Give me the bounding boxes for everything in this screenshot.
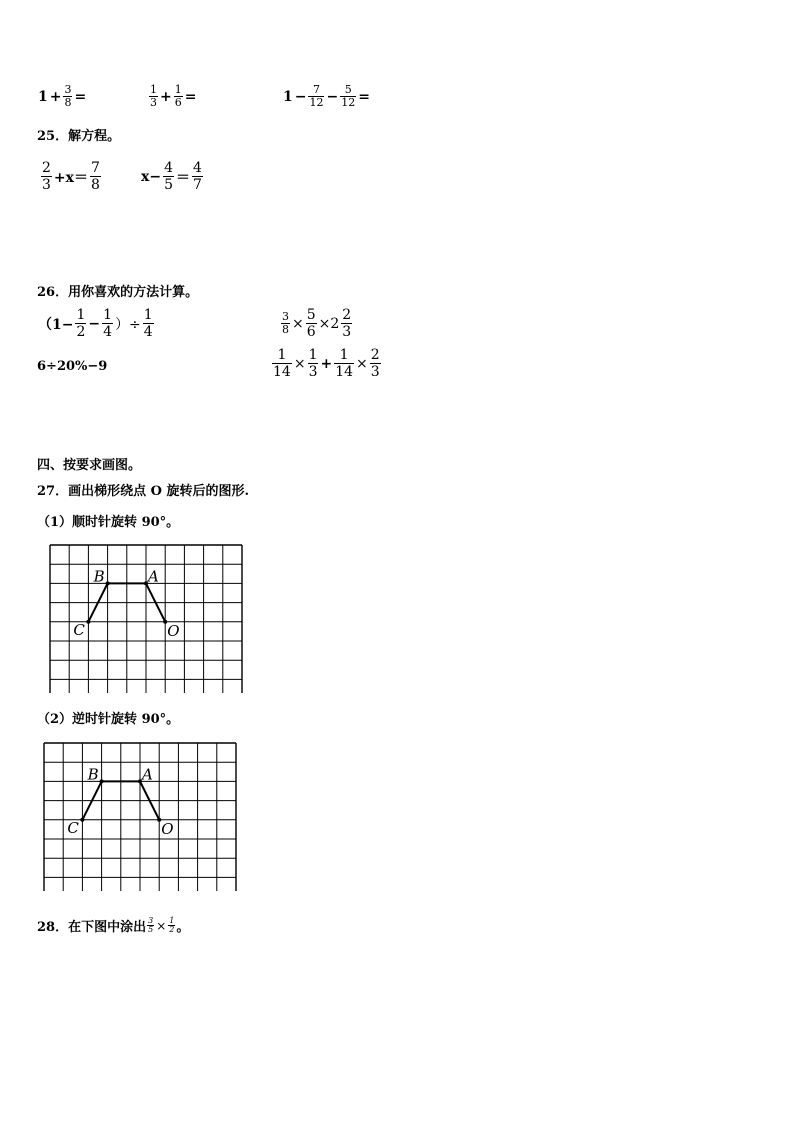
fraction: $\frac{7}{12}$ <box>309 83 324 109</box>
fraction: $\frac{2}{3}$ <box>370 347 380 380</box>
fraction: $\frac{2}{3}$ <box>42 160 51 193</box>
q26-expression-2: $\frac{3}{8}$ × $\frac{5}{6}$ ×2 $\frac{2}{3}$ <box>282 307 352 340</box>
label-a: A <box>142 765 153 784</box>
point-b <box>100 779 104 783</box>
q28-title: 28．在下图中涂出 $\frac{3}{5}$ × $\frac{1}{2}$ 。 <box>37 916 190 935</box>
label-o: O <box>167 621 180 640</box>
q26-title: 26．用你喜欢的方法计算。 <box>37 285 199 300</box>
q26-expression-3: 6÷20%−9 <box>37 359 108 374</box>
fraction: $\frac{1}{4}$ <box>103 307 113 340</box>
label-b: B <box>93 567 105 586</box>
point-c <box>86 620 90 624</box>
fraction: $\frac{1}{3}$ <box>150 83 157 109</box>
q26-expression-4: $\frac{1}{14}$ × $\frac{1}{3}$ + $\frac{1}{14}$ × $\frac{2}{3}$ <box>273 347 380 380</box>
q25-equation-2: x− $\frac{4}{5}$ ＝ $\frac{4}{7}$ <box>141 160 202 193</box>
fraction: $\frac{2}{3}$ <box>342 307 352 340</box>
fraction: $\frac{3}{8}$ <box>64 83 72 109</box>
fraction: $\frac{1}{2}$ <box>76 307 86 340</box>
label-b: B <box>87 765 99 784</box>
label-o: O <box>161 819 174 838</box>
grid-figure-2 <box>42 741 242 891</box>
grid-figure-1 <box>48 543 248 693</box>
label-c: C <box>67 818 79 837</box>
point-b <box>106 581 110 585</box>
q24-expression-2: $\frac{1}{3}$ + $\frac{1}{6}$ = <box>150 83 197 109</box>
fraction: $\frac{1}{2}$ <box>169 916 175 934</box>
fraction: $\frac{1}{6}$ <box>174 83 182 109</box>
fraction: $\frac{1}{14}$ <box>273 347 291 380</box>
label-c: C <box>73 620 85 639</box>
fraction: $\frac{1}{3}$ <box>308 347 318 380</box>
q26-expression-1: （1− $\frac{1}{2}$ − $\frac{1}{4}$ ）÷ $\frac{1}{4}$ <box>38 307 153 340</box>
q25-title: 25．解方程。 <box>37 129 121 144</box>
fraction: $\frac{5}{12}$ <box>341 83 356 109</box>
section-4-title: 四、按要求画图。 <box>37 458 142 473</box>
q27-part-1-label: （1）顺时针旋转 90°。 <box>37 515 180 530</box>
q27-part-2-label: （2）逆时针旋转 90°。 <box>37 712 180 727</box>
fraction: $\frac{1}{4}$ <box>143 307 153 340</box>
fraction: $\frac{7}{8}$ <box>91 160 100 193</box>
fraction: $\frac{5}{6}$ <box>306 307 316 340</box>
q25-equation-1: $\frac{2}{3}$ +x＝ $\frac{7}{8}$ <box>42 160 100 193</box>
point-c <box>80 818 84 822</box>
fraction: $\frac{1}{14}$ <box>335 347 354 380</box>
q27-title: 27．画出梯形绕点 O 旋转后的图形. <box>37 484 249 499</box>
fraction: $\frac{3}{8}$ <box>282 310 289 336</box>
q24-expression-3: 1 − $\frac{7}{12}$ − $\frac{5}{12}$ = <box>283 83 370 109</box>
q24-expression-1: 1 + $\frac{3}{8}$ = <box>38 83 87 109</box>
fraction: $\frac{4}{5}$ <box>164 160 173 193</box>
fraction: $\frac{4}{7}$ <box>193 160 202 193</box>
label-a: A <box>148 567 159 586</box>
fraction: $\frac{3}{5}$ <box>148 916 154 934</box>
